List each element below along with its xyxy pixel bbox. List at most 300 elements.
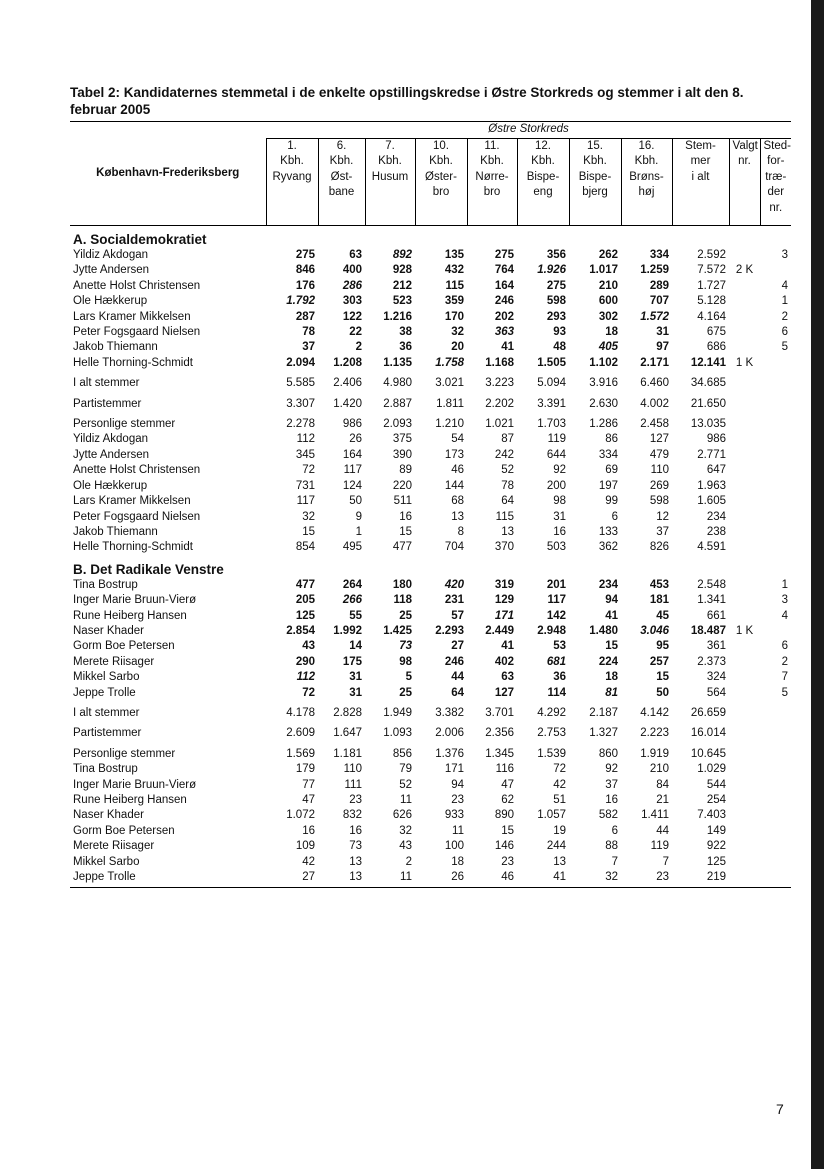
column-header-line: nr. bbox=[769, 201, 783, 214]
substitute-cell: 1 bbox=[781, 295, 789, 308]
row-label: Peter Fogsgaard Nielsen bbox=[73, 326, 201, 339]
substitute-cell bbox=[760, 839, 791, 854]
total-cell: 544 bbox=[706, 778, 726, 791]
elected-cell bbox=[729, 701, 760, 721]
row-label: I alt stemmer bbox=[73, 377, 140, 390]
elected-cell bbox=[729, 762, 760, 777]
elected-cell: 1 K bbox=[735, 356, 754, 369]
column-header bbox=[621, 139, 672, 226]
substitute-cell bbox=[760, 510, 791, 525]
total-cell: 2.592 bbox=[697, 249, 726, 261]
vote-cell: 264 bbox=[342, 578, 362, 591]
vote-cell: 26 bbox=[349, 433, 362, 446]
vote-cell: 111 bbox=[344, 778, 362, 791]
total-cell: 1.605 bbox=[697, 495, 726, 508]
vote-cell: 15 bbox=[501, 824, 514, 837]
total-cell: 219 bbox=[672, 870, 729, 888]
vote-cell: 16 bbox=[349, 824, 362, 837]
vote-cell: 23 bbox=[621, 870, 672, 888]
vote-cell: 477 bbox=[392, 541, 412, 554]
substitute-cell: 7 bbox=[781, 671, 789, 684]
vote-cell: 142 bbox=[546, 609, 566, 622]
vote-cell: 345 bbox=[295, 448, 315, 461]
vote-cell: 363 bbox=[494, 326, 514, 339]
personal-candidate-row bbox=[70, 839, 791, 854]
vote-cell: 119 bbox=[547, 433, 566, 446]
vote-cell: 50 bbox=[656, 686, 669, 699]
vote-cell: 43 bbox=[399, 840, 412, 853]
vote-cell: 257 bbox=[649, 655, 669, 668]
substitute-cell: 4 bbox=[781, 279, 789, 292]
elected-cell bbox=[729, 808, 760, 823]
vote-cell: 2.948 bbox=[537, 624, 566, 637]
total-cell: 7.572 bbox=[697, 264, 726, 277]
vote-cell: 122 bbox=[342, 310, 362, 323]
vote-cell: 86 bbox=[605, 433, 618, 446]
vote-cell: 4.980 bbox=[383, 377, 412, 390]
personal-candidate-row bbox=[70, 479, 791, 494]
vote-cell: 112 bbox=[296, 433, 315, 446]
row-label: Mikkel Sarbo bbox=[73, 855, 140, 868]
candidate-row bbox=[70, 263, 791, 278]
column-header bbox=[365, 139, 415, 226]
vote-cell: 144 bbox=[444, 479, 464, 492]
vote-cell: 826 bbox=[649, 541, 669, 554]
candidate-row bbox=[70, 325, 791, 340]
vote-cell: 46 bbox=[451, 464, 464, 477]
column-header-line: høj bbox=[638, 186, 655, 199]
substitute-cell bbox=[760, 778, 791, 793]
vote-cell: 171 bbox=[444, 763, 464, 776]
vote-cell: 933 bbox=[444, 809, 464, 822]
column-header bbox=[672, 139, 729, 226]
substitute-cell: 3 bbox=[781, 594, 789, 607]
elected-cell bbox=[729, 248, 760, 263]
vote-cell: 31 bbox=[656, 326, 669, 339]
elected-cell bbox=[729, 593, 760, 608]
candidate-row bbox=[70, 639, 791, 654]
vote-cell: 48 bbox=[553, 341, 566, 354]
vote-cell: 2.006 bbox=[435, 727, 464, 740]
total-cell: 1.029 bbox=[697, 763, 726, 776]
vote-cell: 6 bbox=[611, 824, 618, 837]
vote-cell: 175 bbox=[342, 655, 362, 668]
vote-cell: 2.458 bbox=[640, 418, 669, 431]
vote-cell: 600 bbox=[598, 295, 618, 308]
vote-cell: 81 bbox=[605, 686, 618, 699]
column-header-line: mer bbox=[690, 155, 711, 168]
party-votes-row bbox=[70, 721, 791, 741]
substitute-cell: 3 bbox=[781, 249, 789, 261]
personal-candidate-row bbox=[70, 808, 791, 823]
elected-cell bbox=[729, 655, 760, 670]
candidate-row bbox=[70, 248, 791, 263]
vote-cell: 42 bbox=[553, 778, 566, 791]
vote-cell: 582 bbox=[598, 809, 618, 822]
vote-cell: 420 bbox=[444, 578, 464, 591]
vote-cell: 2.293 bbox=[435, 624, 464, 637]
total-cell: 12.141 bbox=[690, 356, 726, 369]
vote-cell: 244 bbox=[546, 840, 566, 853]
vote-cell: 1.425 bbox=[383, 624, 412, 637]
vote-cell: 286 bbox=[342, 279, 362, 292]
vote-cell: 598 bbox=[546, 295, 566, 308]
vote-cell: 64 bbox=[501, 495, 514, 508]
vote-cell: 210 bbox=[598, 279, 618, 292]
vote-cell: 764 bbox=[494, 264, 514, 277]
vote-cell: 1.102 bbox=[589, 356, 618, 369]
substitute-cell bbox=[760, 742, 791, 762]
personal-candidate-row bbox=[70, 525, 791, 540]
vote-cell: 598 bbox=[649, 495, 669, 508]
vote-cell: 53 bbox=[553, 640, 566, 653]
column-header-line: 7. bbox=[385, 140, 395, 152]
vote-cell: 1.539 bbox=[537, 747, 566, 760]
vote-cell: 370 bbox=[494, 541, 514, 554]
vote-cell: 1.093 bbox=[383, 727, 412, 740]
substitute-cell: 6 bbox=[781, 326, 789, 339]
elected-cell bbox=[729, 793, 760, 808]
elected-cell bbox=[729, 721, 760, 741]
column-header bbox=[517, 139, 569, 226]
substitute-cell bbox=[760, 463, 791, 478]
vote-cell: 290 bbox=[295, 655, 315, 668]
vote-cell: 164 bbox=[342, 448, 362, 461]
substitute-cell: 1 bbox=[781, 578, 789, 591]
column-header-line: bro bbox=[432, 186, 450, 199]
vote-cell: 2.406 bbox=[333, 377, 362, 390]
row-label: Gorm Boe Petersen bbox=[73, 640, 175, 653]
vote-cell: 16 bbox=[605, 794, 618, 806]
total-cell: 324 bbox=[706, 671, 726, 684]
vote-cell: 117 bbox=[296, 495, 315, 508]
vote-cell: 1.926 bbox=[537, 264, 566, 277]
elected-cell bbox=[729, 371, 760, 391]
total-votes-row bbox=[70, 371, 791, 391]
vote-cell: 2.093 bbox=[383, 418, 412, 431]
vote-cell: 116 bbox=[495, 763, 514, 776]
vote-cell: 97 bbox=[656, 341, 669, 354]
vote-cell: 5.585 bbox=[286, 377, 315, 390]
vote-cell: 1.811 bbox=[436, 397, 464, 410]
vote-cell: 129 bbox=[494, 594, 514, 607]
vote-cell: 1.216 bbox=[383, 310, 412, 323]
column-header-line: 16. bbox=[638, 140, 655, 152]
vote-cell: 47 bbox=[501, 778, 514, 791]
row-label: Peter Fogsgaard Nielsen bbox=[73, 510, 201, 523]
substitute-cell bbox=[760, 356, 791, 371]
total-cell: 7.403 bbox=[697, 809, 726, 822]
elected-cell bbox=[729, 412, 760, 432]
vote-cell: 98 bbox=[399, 655, 412, 668]
substitute-cell: 5 bbox=[781, 686, 789, 699]
vote-cell: 2 bbox=[405, 855, 412, 868]
elected-cell bbox=[729, 686, 760, 701]
row-label: Tina Bostrup bbox=[73, 578, 138, 591]
column-header-line: 10. bbox=[433, 140, 449, 152]
vote-cell: 18 bbox=[605, 671, 618, 684]
row-label: Jakob Thiemann bbox=[73, 525, 158, 538]
column-header-line: Kbh. bbox=[378, 155, 402, 168]
vote-cell: 197 bbox=[598, 479, 618, 492]
vote-cell: 2.449 bbox=[485, 624, 514, 637]
vote-cell: 2.828 bbox=[333, 706, 362, 719]
vote-cell: 1 bbox=[355, 525, 362, 538]
vote-cell: 2.887 bbox=[383, 397, 412, 410]
vote-cell: 31 bbox=[349, 671, 362, 684]
substitute-cell bbox=[760, 371, 791, 391]
elected-cell bbox=[729, 870, 760, 888]
elected-cell bbox=[729, 778, 760, 793]
total-cell: 1.727 bbox=[697, 279, 726, 292]
vote-cell: 212 bbox=[392, 279, 412, 292]
vote-cell: 334 bbox=[598, 448, 618, 461]
candidate-row bbox=[70, 670, 791, 685]
elected-cell bbox=[729, 432, 760, 447]
vote-cell: 20 bbox=[451, 341, 464, 354]
elected-cell bbox=[729, 392, 760, 412]
total-cell: 5.128 bbox=[697, 295, 726, 308]
vote-cell: 146 bbox=[494, 840, 514, 853]
row-label: Merete Riisager bbox=[73, 655, 155, 668]
vote-cell: 234 bbox=[598, 578, 618, 591]
section-title: A. Socialdemokratiet bbox=[73, 232, 207, 247]
column-header-line: Øster- bbox=[425, 170, 457, 183]
vote-cell: 63 bbox=[501, 671, 514, 684]
vote-cell: 275 bbox=[494, 249, 514, 261]
elected-cell bbox=[729, 279, 760, 294]
vote-cell: 57 bbox=[451, 609, 464, 622]
vote-cell: 37 bbox=[302, 341, 315, 354]
total-cell: 986 bbox=[706, 433, 726, 446]
substitute-cell bbox=[760, 624, 791, 639]
column-header-line: eng bbox=[533, 186, 553, 199]
elected-cell bbox=[729, 448, 760, 463]
substitute-cell bbox=[760, 494, 791, 509]
vote-cell: 78 bbox=[501, 479, 514, 492]
row-label: Naser Khader bbox=[73, 624, 144, 637]
substitute-cell bbox=[760, 392, 791, 412]
vote-cell: 117 bbox=[547, 594, 566, 607]
vote-cell: 2.854 bbox=[286, 624, 315, 637]
column-header-line: Valgt bbox=[732, 140, 758, 152]
personal-candidate-row bbox=[70, 778, 791, 793]
elected-cell bbox=[729, 855, 760, 870]
row-label: Anette Holst Christensen bbox=[73, 279, 201, 292]
vote-cell: 986 bbox=[342, 418, 362, 431]
vote-cell: 11 bbox=[400, 794, 412, 806]
vote-cell: 4.142 bbox=[640, 706, 669, 719]
vote-cell: 1.210 bbox=[435, 418, 464, 431]
vote-cell: 1.208 bbox=[333, 356, 362, 369]
vote-cell: 1.057 bbox=[537, 809, 566, 822]
vote-cell: 210 bbox=[649, 763, 669, 776]
vote-cell: 289 bbox=[649, 279, 669, 292]
vote-cell: 98 bbox=[553, 495, 566, 508]
vote-cell: 32 bbox=[451, 326, 464, 339]
vote-cell: 43 bbox=[302, 640, 315, 653]
row-label: Ole Hækkerup bbox=[73, 479, 148, 492]
vote-cell: 11 bbox=[452, 824, 464, 837]
vote-cell: 13 bbox=[553, 855, 566, 868]
vote-cell: 109 bbox=[295, 840, 315, 853]
vote-cell: 52 bbox=[501, 464, 514, 477]
vote-cell: 3.307 bbox=[286, 397, 315, 410]
vote-cell: 2.094 bbox=[286, 356, 315, 369]
vote-cell: 832 bbox=[342, 809, 362, 822]
vote-cell: 15 bbox=[302, 525, 315, 538]
vote-cell: 99 bbox=[605, 495, 618, 508]
row-label: Anette Holst Christensen bbox=[73, 464, 201, 477]
elected-cell bbox=[729, 578, 760, 593]
personal-votes-row bbox=[70, 742, 791, 762]
total-cell: 922 bbox=[706, 840, 726, 853]
candidate-row bbox=[70, 609, 791, 624]
vote-cell: 201 bbox=[546, 578, 566, 591]
vote-cell: 2.171 bbox=[640, 356, 669, 369]
vote-cell: 2.278 bbox=[286, 418, 315, 431]
vote-cell: 25 bbox=[399, 686, 412, 699]
vote-cell: 523 bbox=[392, 295, 412, 308]
vote-cell: 3.223 bbox=[485, 377, 514, 390]
vote-cell: 125 bbox=[295, 609, 315, 622]
vote-cell: 180 bbox=[392, 578, 412, 591]
vote-cell: 356 bbox=[546, 249, 566, 261]
vote-cell: 127 bbox=[494, 686, 514, 699]
row-label: Yildiz Akdogan bbox=[73, 433, 149, 446]
vote-cell: 92 bbox=[553, 464, 566, 477]
column-header-line: bane bbox=[328, 186, 355, 199]
vote-cell: 69 bbox=[605, 464, 618, 477]
vote-cell: 375 bbox=[392, 433, 412, 446]
candidate-row bbox=[70, 593, 791, 608]
vote-cell: 47 bbox=[302, 794, 315, 806]
vote-cell: 19 bbox=[553, 824, 566, 837]
elected-cell bbox=[729, 525, 760, 540]
vote-cell: 73 bbox=[399, 640, 412, 653]
personal-candidate-row bbox=[70, 762, 791, 777]
vote-cell: 707 bbox=[649, 295, 669, 308]
column-header-line: for- bbox=[767, 155, 785, 168]
vote-cell: 89 bbox=[399, 464, 412, 477]
vote-cell: 224 bbox=[598, 655, 618, 668]
vote-cell: 390 bbox=[392, 448, 412, 461]
candidate-row bbox=[70, 578, 791, 593]
row-label: Jytte Andersen bbox=[73, 264, 150, 277]
personal-candidate-row bbox=[70, 870, 791, 888]
vote-cell: 262 bbox=[598, 249, 618, 261]
vote-cell: 626 bbox=[392, 809, 412, 822]
vote-cell: 1.259 bbox=[640, 264, 669, 277]
column-header-line: bjerg bbox=[582, 186, 608, 199]
vote-cell: 1.949 bbox=[383, 706, 412, 719]
row-label: Personlige stemmer bbox=[73, 418, 176, 431]
total-cell: 125 bbox=[706, 855, 726, 868]
vote-cell: 41 bbox=[517, 870, 569, 888]
candidate-row bbox=[70, 340, 791, 355]
elected-cell bbox=[729, 824, 760, 839]
vote-cell: 93 bbox=[553, 326, 566, 339]
vote-cell: 319 bbox=[494, 578, 514, 591]
elected-cell bbox=[729, 540, 760, 555]
elected-cell bbox=[729, 670, 760, 685]
vote-cell: 88 bbox=[605, 840, 618, 853]
vote-cell: 644 bbox=[546, 448, 566, 461]
vote-cell: 495 bbox=[342, 541, 362, 554]
vote-cell: 21 bbox=[656, 794, 669, 806]
vote-cell: 16 bbox=[302, 824, 315, 837]
vote-cell: 55 bbox=[349, 609, 362, 622]
row-label: Helle Thorning-Schmidt bbox=[73, 356, 193, 369]
vote-cell: 3.046 bbox=[640, 624, 669, 637]
candidate-row bbox=[70, 279, 791, 294]
vote-cell: 27 bbox=[451, 640, 464, 653]
vote-cell: 18 bbox=[451, 855, 464, 868]
vote-cell: 171 bbox=[494, 609, 514, 622]
column-header-line: Husum bbox=[371, 170, 409, 183]
vote-cell: 12 bbox=[656, 510, 669, 523]
total-cell: 361 bbox=[706, 640, 726, 653]
results-table bbox=[70, 121, 791, 888]
vote-cell: 3.701 bbox=[485, 706, 514, 719]
vote-cell: 41 bbox=[501, 640, 514, 653]
vote-cell: 164 bbox=[494, 279, 514, 292]
vote-cell: 405 bbox=[598, 341, 618, 354]
vote-cell: 202 bbox=[494, 310, 514, 323]
group-header: Østre Storkreds bbox=[266, 122, 791, 139]
column-header bbox=[760, 139, 791, 226]
substitute-cell: 6 bbox=[781, 640, 789, 653]
vote-cell: 3.916 bbox=[589, 377, 618, 390]
vote-cell: 8 bbox=[457, 525, 464, 538]
elected-cell: 1 K bbox=[735, 624, 754, 637]
vote-cell: 246 bbox=[444, 655, 464, 668]
vote-cell: 133 bbox=[598, 525, 618, 538]
vote-cell: 15 bbox=[399, 525, 412, 538]
vote-cell: 78 bbox=[302, 326, 315, 339]
vote-cell: 72 bbox=[553, 763, 566, 776]
total-votes-row bbox=[70, 701, 791, 721]
vote-cell: 100 bbox=[444, 840, 464, 853]
vote-cell: 4.292 bbox=[537, 706, 566, 719]
table-title: Tabel 2: Kandidaternes stemmetal i de enkelte opstillingskredse i Østre Storkreds og stemmer i alt den 8. februar 2005 bbox=[70, 85, 744, 117]
vote-cell: 92 bbox=[605, 763, 618, 776]
personal-candidate-row bbox=[70, 540, 791, 555]
substitute-cell bbox=[760, 762, 791, 777]
vote-cell: 42 bbox=[302, 855, 315, 868]
elected-cell bbox=[729, 294, 760, 309]
vote-cell: 2.202 bbox=[485, 397, 514, 410]
vote-cell: 181 bbox=[649, 594, 669, 607]
column-header-line: Bispe- bbox=[526, 170, 560, 183]
vote-cell: 13 bbox=[349, 855, 362, 868]
vote-cell: 231 bbox=[444, 594, 464, 607]
row-label: Partistemmer bbox=[73, 397, 142, 410]
column-header-line: træ- bbox=[765, 170, 787, 183]
vote-cell: 32 bbox=[569, 870, 621, 888]
elected-cell bbox=[729, 340, 760, 355]
vote-cell: 62 bbox=[501, 794, 514, 806]
column-header-line: Kbh. bbox=[480, 155, 504, 168]
candidate-row bbox=[70, 686, 791, 701]
vote-cell: 31 bbox=[553, 510, 566, 523]
row-label: Jeppe Trolle bbox=[70, 870, 266, 888]
column-header-line: Bispe- bbox=[578, 170, 612, 183]
vote-cell: 79 bbox=[399, 763, 412, 776]
row-label: Tina Bostrup bbox=[73, 763, 138, 776]
personal-candidate-row bbox=[70, 824, 791, 839]
vote-cell: 95 bbox=[656, 640, 669, 653]
